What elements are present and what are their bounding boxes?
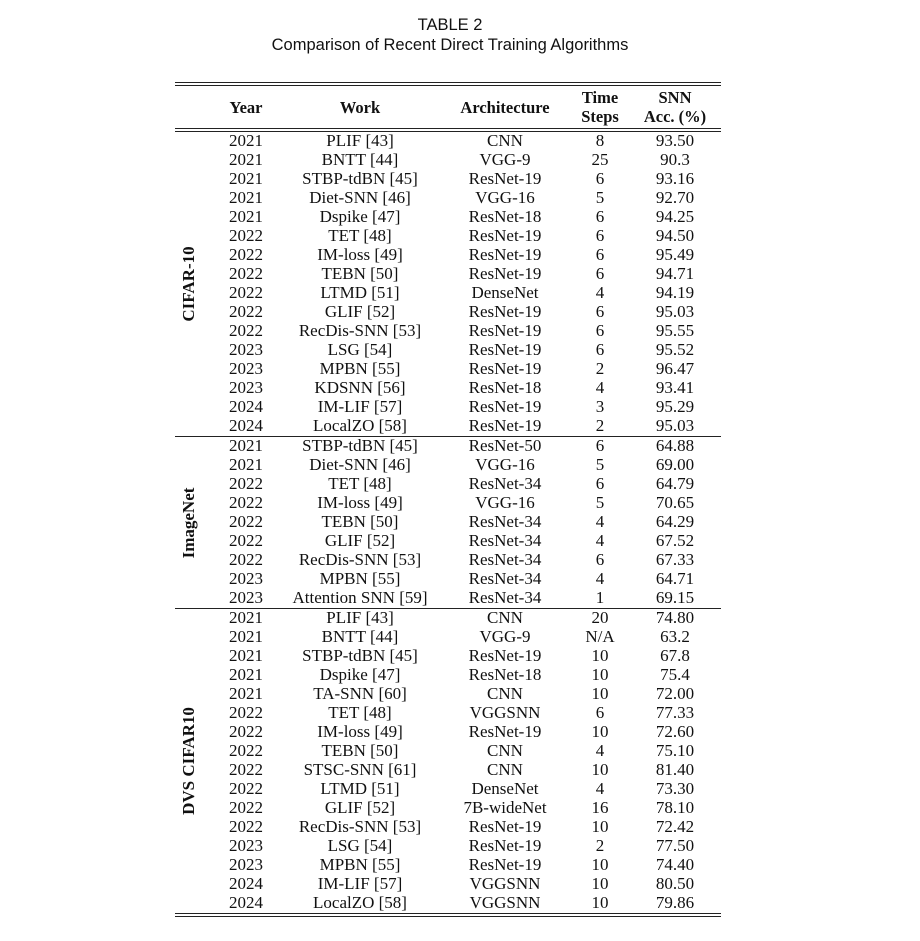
cell-architecture: ResNet-19 [468,264,542,283]
cell-architecture: ResNet-19 [468,646,542,665]
comparison-table [175,82,721,917]
cell-year: 2022 [229,226,263,245]
cell-work: MPBN [55] [319,569,401,588]
cell-year: 2021 [229,608,263,627]
table-row [175,303,721,322]
cell-accuracy: 63.2 [660,627,690,646]
cell-year: 2021 [229,207,263,226]
cell-time-steps: 6 [595,550,605,569]
cell-architecture: CNN [487,684,523,703]
cell-accuracy: 95.52 [655,340,695,359]
cell-work: PLIF [43] [326,131,394,150]
cell-accuracy: 78.10 [655,798,695,817]
cell-time-steps: 5 [595,493,605,512]
table-row [175,494,721,513]
cell-time-steps: 10 [591,893,609,912]
cell-work: PLIF [43] [326,608,394,627]
cell-work: RecDis-SNN [53] [298,817,422,836]
cell-work: STBP-tdBN [45] [302,646,418,665]
cell-time-steps: 6 [595,226,605,245]
cell-accuracy: 95.03 [655,416,695,435]
cell-work: LSG [54] [327,340,393,359]
cell-architecture: ResNet-19 [468,302,542,321]
cell-architecture: ResNet-34 [468,569,542,588]
table-row [175,799,721,818]
cell-architecture: CNN [487,741,523,760]
cell-time-steps: 8 [595,131,605,150]
cell-architecture: CNN [487,760,523,779]
cell-time-steps: 4 [595,531,605,550]
table-row [175,723,721,742]
cell-year: 2022 [229,550,263,569]
table-row [175,685,721,704]
table-row [175,780,721,799]
cell-architecture: ResNet-19 [468,855,542,874]
cell-architecture: VGG-16 [475,493,535,512]
cell-time-steps: 25 [591,150,609,169]
table-row [175,170,721,189]
cell-work: TET [48] [328,226,392,245]
cell-architecture: ResNet-19 [468,836,542,855]
table-row [175,894,721,913]
header-year: Year [229,98,263,117]
cell-accuracy: 72.00 [655,684,695,703]
cell-time-steps: 4 [595,378,605,397]
cell-time-steps: 4 [595,779,605,798]
cell-year: 2022 [229,474,263,493]
cell-accuracy: 72.42 [655,817,695,836]
table-row [175,628,721,647]
cell-accuracy: 77.33 [655,703,695,722]
cell-year: 2022 [229,760,263,779]
cell-year: 2022 [229,302,263,321]
section-cifar-10 [175,132,721,436]
cell-accuracy: 90.3 [660,150,690,169]
cell-work: KDSNN [56] [314,378,406,397]
cell-time-steps: 10 [591,684,609,703]
cell-work: TET [48] [328,474,392,493]
cell-architecture: VGGSNN [469,874,541,893]
cell-work: GLIF [52] [324,798,396,817]
cell-accuracy: 95.55 [655,321,695,340]
cell-time-steps: 10 [591,874,609,893]
cell-architecture: ResNet-19 [468,245,542,264]
cell-work: MPBN [55] [319,359,401,378]
table-row [175,742,721,761]
table-row [175,475,721,494]
cell-time-steps: 2 [595,836,605,855]
table-row [175,647,721,666]
cell-time-steps: 10 [591,817,609,836]
cell-architecture: VGGSNN [469,893,541,912]
cell-year: 2022 [229,264,263,283]
cell-architecture: ResNet-19 [468,340,542,359]
cell-time-steps: 6 [595,207,605,226]
cell-accuracy: 94.25 [655,207,695,226]
cell-year: 2021 [229,150,263,169]
cell-architecture: ResNet-19 [468,817,542,836]
cell-work: IM-loss [49] [317,493,403,512]
table-row [175,570,721,589]
header-snn-acc [635,88,715,126]
cell-work: STSC-SNN [61] [303,760,417,779]
cell-time-steps: 5 [595,188,605,207]
cell-architecture: ResNet-19 [468,416,542,435]
cell-architecture: ResNet-19 [468,722,542,741]
cell-year: 2022 [229,512,263,531]
cell-architecture: ResNet-18 [468,665,542,684]
cell-accuracy: 94.19 [655,283,695,302]
cell-accuracy: 92.70 [655,188,695,207]
cell-accuracy: 67.52 [655,531,695,550]
table-row [175,341,721,360]
table-row [175,818,721,837]
cell-accuracy: 74.40 [655,855,695,874]
cell-architecture: ResNet-34 [468,512,542,531]
cell-work: TET [48] [328,703,392,722]
cell-architecture: DenseNet [471,779,539,798]
cell-architecture: VGGSNN [469,703,541,722]
cell-architecture: 7B-wideNet [463,798,547,817]
cell-accuracy: 77.50 [655,836,695,855]
cell-year: 2022 [229,779,263,798]
cell-architecture: ResNet-19 [468,321,542,340]
cell-accuracy: 94.50 [655,226,695,245]
cell-accuracy: 93.50 [655,131,695,150]
cell-accuracy: 75.10 [655,741,695,760]
table-row [175,437,721,456]
section-label: ImageNet [179,487,198,558]
cell-work: LocalZO [58] [313,893,407,912]
cell-architecture: VGG-9 [479,150,531,169]
cell-architecture: VGG-16 [475,455,535,474]
cell-work: Diet-SNN [46] [309,455,411,474]
table-row [175,151,721,170]
table-row [175,208,721,227]
header-snn-acc-line2: Acc. (%) [643,107,707,126]
cell-accuracy: 95.49 [655,245,695,264]
cell-architecture: ResNet-34 [468,588,542,607]
cell-accuracy: 64.88 [655,436,695,455]
header-architecture: Architecture [460,98,550,117]
cell-architecture: VGG-16 [475,188,535,207]
cell-year: 2021 [229,627,263,646]
cell-architecture: DenseNet [471,283,539,302]
table-row [175,265,721,284]
section-dvs-cifar10 [175,609,721,913]
cell-year: 2022 [229,703,263,722]
cell-accuracy: 70.65 [655,493,695,512]
cell-year: 2022 [229,321,263,340]
cell-year: 2024 [229,893,263,912]
cell-year: 2021 [229,665,263,684]
table-row [175,284,721,303]
table-row [175,666,721,685]
cell-year: 2021 [229,646,263,665]
table-number: TABLE 2 [417,16,483,34]
cell-work: STBP-tdBN [45] [302,436,418,455]
cell-year: 2024 [229,397,263,416]
cell-year: 2023 [229,836,263,855]
cell-year: 2021 [229,131,263,150]
cell-work: RecDis-SNN [53] [298,321,422,340]
cell-work: STBP-tdBN [45] [302,169,418,188]
cell-time-steps: 4 [595,283,605,302]
cell-work: LTMD [51] [320,283,400,302]
section-imagenet [175,437,721,608]
table-row [175,513,721,532]
header-time-steps-line1: Time [581,88,619,107]
cell-time-steps: 4 [595,741,605,760]
cell-accuracy: 93.16 [655,169,695,188]
cell-work: TA-SNN [60] [313,684,407,703]
cell-time-steps: 6 [595,703,605,722]
table-row [175,761,721,780]
cell-time-steps: 10 [591,646,609,665]
cell-work: TEBN [50] [321,741,399,760]
cell-year: 2023 [229,340,263,359]
cell-year: 2023 [229,855,263,874]
cell-accuracy: 96.47 [655,359,695,378]
cell-time-steps: 10 [591,760,609,779]
table-row [175,189,721,208]
cell-time-steps: 6 [595,169,605,188]
cell-architecture: ResNet-18 [468,378,542,397]
cell-work: TEBN [50] [321,264,399,283]
cell-time-steps: 2 [595,416,605,435]
cell-work: BNTT [44] [321,627,399,646]
cell-architecture: ResNet-34 [468,531,542,550]
cell-architecture: ResNet-34 [468,550,542,569]
cell-architecture: ResNet-19 [468,169,542,188]
cell-work: Dspike [47] [319,665,401,684]
cell-work: IM-LIF [57] [317,874,403,893]
cell-accuracy: 67.33 [655,550,695,569]
table-row [175,132,721,151]
cell-work: Diet-SNN [46] [309,188,411,207]
cell-accuracy: 79.86 [655,893,695,912]
cell-year: 2023 [229,588,263,607]
cell-architecture: ResNet-19 [468,397,542,416]
cell-architecture: ResNet-34 [468,474,542,493]
table-row [175,322,721,341]
table-row [175,551,721,570]
cell-time-steps: 6 [595,264,605,283]
cell-time-steps: 10 [591,855,609,874]
cell-year: 2021 [229,188,263,207]
table-row [175,379,721,398]
cell-time-steps: 16 [591,798,609,817]
cell-work: GLIF [52] [324,531,396,550]
cell-accuracy: 74.80 [655,608,695,627]
cell-time-steps: 6 [595,245,605,264]
cell-year: 2021 [229,436,263,455]
cell-year: 2022 [229,798,263,817]
header-time-steps [565,88,635,126]
cell-time-steps: 2 [595,359,605,378]
cell-accuracy: 64.79 [655,474,695,493]
cell-accuracy: 75.4 [660,665,690,684]
header-work: Work [339,98,381,117]
cell-work: MPBN [55] [319,855,401,874]
bottom-rule [175,913,721,917]
cell-accuracy: 69.00 [655,455,695,474]
cell-architecture: CNN [487,608,523,627]
table-row [175,456,721,475]
cell-work: Attention SNN [59] [292,588,428,607]
cell-time-steps: 20 [591,608,609,627]
table-row [175,609,721,628]
table-row [175,837,721,856]
cell-year: 2021 [229,684,263,703]
table-row [175,360,721,379]
cell-time-steps: 6 [595,436,605,455]
table-row [175,875,721,894]
table-header [175,86,721,128]
cell-year: 2022 [229,741,263,760]
table-row [175,589,721,608]
cell-year: 2024 [229,416,263,435]
cell-accuracy: 69.15 [655,588,695,607]
cell-accuracy: 73.30 [655,779,695,798]
table-row [175,227,721,246]
table-row [175,532,721,551]
cell-work: IM-LIF [57] [317,397,403,416]
section-label: CIFAR-10 [179,246,198,322]
cell-work: LSG [54] [327,836,393,855]
cell-year: 2021 [229,169,263,188]
table-body [175,132,721,913]
cell-work: Dspike [47] [319,207,401,226]
cell-time-steps: 3 [595,397,605,416]
cell-time-steps: 4 [595,512,605,531]
table-row [175,704,721,723]
cell-year: 2024 [229,874,263,893]
cell-architecture: ResNet-19 [468,226,542,245]
table-row [175,246,721,265]
cell-year: 2023 [229,378,263,397]
cell-year: 2023 [229,569,263,588]
cell-work: GLIF [52] [324,302,396,321]
cell-time-steps: N/A [585,627,615,646]
cell-year: 2022 [229,283,263,302]
cell-year: 2022 [229,722,263,741]
cell-accuracy: 93.41 [655,378,695,397]
cell-time-steps: 10 [591,722,609,741]
cell-accuracy: 81.40 [655,760,695,779]
cell-year: 2022 [229,245,263,264]
table-row [175,856,721,875]
cell-work: RecDis-SNN [53] [298,550,422,569]
table-title: Comparison of Recent Direct Training Algorithms [271,36,629,54]
cell-time-steps: 5 [595,455,605,474]
cell-year: 2022 [229,531,263,550]
cell-accuracy: 95.29 [655,397,695,416]
cell-time-steps: 6 [595,321,605,340]
cell-time-steps: 4 [595,569,605,588]
header-snn-acc-line1: SNN [658,88,692,107]
cell-architecture: CNN [487,131,523,150]
cell-architecture: ResNet-50 [468,436,542,455]
cell-architecture: ResNet-18 [468,207,542,226]
cell-accuracy: 64.29 [655,512,695,531]
cell-year: 2021 [229,455,263,474]
cell-work: IM-loss [49] [317,245,403,264]
table-row [175,398,721,417]
cell-accuracy: 80.50 [655,874,695,893]
cell-work: LocalZO [58] [313,416,407,435]
cell-time-steps: 1 [595,588,605,607]
cell-architecture: VGG-9 [479,627,531,646]
cell-year: 2022 [229,493,263,512]
cell-architecture: ResNet-19 [468,359,542,378]
cell-accuracy: 72.60 [655,722,695,741]
cell-time-steps: 6 [595,340,605,359]
cell-work: BNTT [44] [321,150,399,169]
section-label: DVS CIFAR10 [179,707,198,815]
cell-time-steps: 6 [595,302,605,321]
cell-work: TEBN [50] [321,512,399,531]
cell-accuracy: 67.8 [660,646,690,665]
cell-year: 2022 [229,817,263,836]
cell-work: IM-loss [49] [317,722,403,741]
cell-accuracy: 64.71 [655,569,695,588]
cell-accuracy: 94.71 [655,264,695,283]
cell-work: LTMD [51] [320,779,400,798]
cell-time-steps: 10 [591,665,609,684]
cell-year: 2023 [229,359,263,378]
header-time-steps-line2: Steps [581,107,619,126]
table-row [175,417,721,436]
cell-time-steps: 6 [595,474,605,493]
cell-accuracy: 95.03 [655,302,695,321]
